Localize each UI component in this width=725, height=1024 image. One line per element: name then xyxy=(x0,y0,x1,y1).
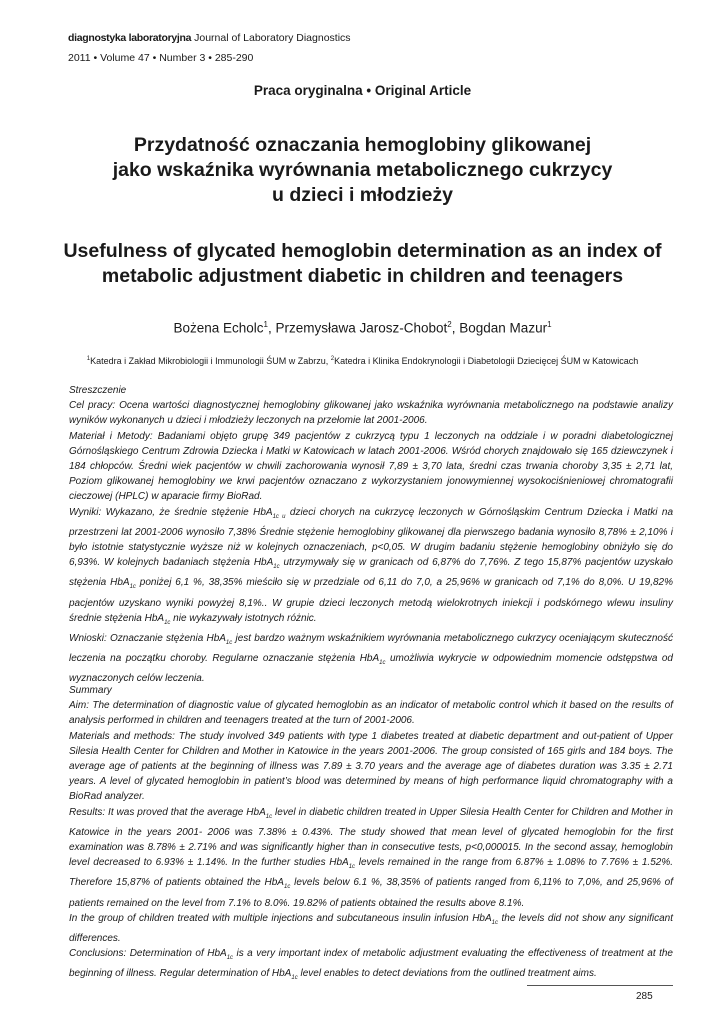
title-en-line: metabolic adjustment diabetic in children and teenagers xyxy=(101,265,624,287)
subscript: 1c xyxy=(225,640,233,647)
subscript: 1c xyxy=(491,919,498,926)
title-polish xyxy=(40,133,685,208)
summary-results xyxy=(69,805,673,911)
title-pl-line: jako wskaźnika wyrównania metabolicznego cukrzycy xyxy=(112,159,613,181)
text-run: levels remained in the range from 6.87% ± 1.08% to 7.76% ± 1.52%. Therefore 15,87% of patients obtained the HbA xyxy=(69,857,673,889)
author-affiliation-mark: 2 xyxy=(447,320,452,329)
journal-name-en: Journal of Laboratory Diagnostics xyxy=(194,32,351,44)
abstract-english xyxy=(69,683,673,987)
text-run: nie wykazywały istotnych różnic. xyxy=(170,612,317,624)
text-run: level enables to detect deviations from the outlined treatment aims. xyxy=(297,968,597,980)
author-separator: , xyxy=(451,320,460,336)
subscript: 1c u xyxy=(272,513,286,520)
abstract-conclusions xyxy=(69,631,673,687)
subscript: 1c xyxy=(265,813,273,820)
abstract-methods: Materiał i Metody: Badaniami objęto grupę 349 pacjentów z cukrzycą typu 1 leczonych na oddziale i w poradni diabetologicznej Górnośląskiego Centrum Zdrowia Dziecka i Matki w Katowicach w latach 2001-2006. Wśród chorych znajdowało się 165 dziewczynek i 184 chłopców. Średni wiek pacjentów w chwili zachorowania wynosił 7,89 ± 3,70 lata, średni czas trwania choroby 3,35 ± 2,71 lat, Poziom glikowanej hemoglobiny we krwi pacjentów oznaczano z wykorzystaniem jonowymiennej wysokociśnieniowej chromatografii cieczowej (HPLC) w aparacie firmy BioRad. xyxy=(69,430,673,503)
summary-results-groups xyxy=(69,911,673,946)
authors xyxy=(0,320,725,336)
affiliation-mark: 1 xyxy=(86,356,91,362)
author-name: Bożena Echolc xyxy=(173,320,264,336)
summary-conclusions xyxy=(69,946,673,986)
page-number: 285 xyxy=(636,991,653,1002)
text-run: the levels did not show any significant differences. xyxy=(69,912,673,945)
text-run: poniżej 6,1 %, 38,35% mieściło się w przedziale od 6,11 do 7,0, a 25,96% w granicach od 7,1% do 8,0%. U 19,82% pacjentów uzyskano wyniki powyżej 8,1%.. W grupie dzieci leczonych metodą wielokrotnych iniekcji i podskórnego wlewu insuliny średnie stężenia HbA xyxy=(69,577,673,624)
title-english xyxy=(40,239,685,289)
text-run: is a very important index of metabolic adjustment evaluating the effectiveness of treatment at the beginning of illness. Regular determination of HbA xyxy=(69,948,673,980)
journal-header xyxy=(68,32,351,65)
affiliations xyxy=(0,356,725,366)
affiliation-mark: 2 xyxy=(330,356,335,362)
article-type: Praca oryginalna • Original Article xyxy=(253,83,472,98)
subscript: 1c xyxy=(291,975,298,982)
subscript: 1c xyxy=(348,864,356,871)
text-run: dzieci chorych na cukrzycę leczonych w Górnośląskim Centrum Dziecka i Matki na przestrzeni lat 2001-2006 wynosiło 7,38% Średnie stężenie hemoglobiny glikowanej dla pierwszego badania wynosiło 8,78% ± 2,10% i było istotnie statystycznie wyższe niż w kolejnych oznaczeniach, p<0,05. W drugim badaniu stężenie hemoglobiny obniżyło się do 6,93%. W kolejnych badaniach stężenia HbA xyxy=(69,506,674,569)
text-run: level in diabetic children treated in Upper Silesia Health Center for Children and Mother in Katowice in the years 2001- 2006 was 7.38% ± 0.43%. The study showed that mean level of glycated hemoglobin for the first examination was 8.78% ± 2.71% and was significantly higher than in consecutive tests, p<0,000015. In the second assay, hemoglobin level decreased to 6.93% ± 1.14%. In the further studies HbA xyxy=(69,806,673,869)
text-run: utrzymywały się w granicach od 6,87% do 7,76%. Z tego 15,87% pacjentów uzyskało stężenia HbA xyxy=(69,557,673,589)
title-pl-line: u dzieci i młodzieży xyxy=(272,184,453,206)
subscript: 1c xyxy=(273,564,280,571)
author-affiliation-mark: 1 xyxy=(547,320,552,329)
summary-aim: Aim: The determination of diagnostic value of glycated hemoglobin as an indicator of metabolic control which it based on the results of analysis performed in children and teenagers treated at the turn of 2001-2006. xyxy=(69,700,673,727)
volume-info: 2011 • Volume 47 • Number 3 • 285-290 xyxy=(68,52,254,64)
author-name: Bogdan Mazur xyxy=(459,320,548,336)
text-run: jest bardzo ważnym wskaźnikiem wyrównania metabolicznego cukrzycy oceniającym skuteczność leczenia na początku choroby. Regularne oznaczanie stężenia HbA xyxy=(69,633,673,665)
subscript: 1c xyxy=(164,619,171,626)
abstract-heading: Streszczenie xyxy=(69,385,127,396)
summary-heading: Summary xyxy=(69,685,112,696)
affiliation-text: Katedra i Zakład Mikrobiologii i Immunologii ŚUM w Zabrzu, xyxy=(90,356,331,366)
text-run: In the group of children treated with multiple injections and subcutaneous insulin infusion HbA xyxy=(69,912,492,924)
text-run: Results: It was proved that the average HbA xyxy=(69,806,266,818)
author-affiliation-mark: 1 xyxy=(263,320,268,329)
subscript: 1c xyxy=(129,584,136,591)
text-run: Wnioski: Oznaczanie stężenia HbA xyxy=(69,633,226,645)
text-run: Conclusions: Determination of HbA xyxy=(69,948,227,960)
author-separator: , xyxy=(267,320,276,336)
subscript: 1c xyxy=(226,955,234,962)
title-pl-line: Przydatność oznaczania hemoglobiny glikowanej xyxy=(133,134,592,156)
summary-methods: Materials and methods: The study involved 349 patients with type 1 diabetes treated at diabetic department and out-patient of Upper Silesia Health Center for Children and Mother in Katowice in the years 2001-2006. The group consisted of 165 girls and 184 boys. The average age of patients at the beginning of illness was 7.89 ± 3.70 years and the average age of diabetes duration was 3.35 ± 2.71 years. A level of glycated hemoglobin in patient’s blood was determined by means of high performance liquid chromatography with a BioRad analyzer. xyxy=(69,730,673,803)
footer-rule xyxy=(527,985,673,986)
abstract-results xyxy=(69,505,673,631)
abstract-aim: Cel pracy: Ocena wartości diagnostycznej hemoglobiny glikowanej jako wskaźnika wyrównania metabolicznego na podstawie analizy wyników wykonanych u dzieci i młodzieży leczonych na przełomie lat 2001-2006. xyxy=(69,400,673,427)
text-run: levels below 6.1 %, 38,35% of patients ranged from 6,11% to 7,0%, and 25,96% of patients remained on the level from 7.1% to 8.0%. 19.82% of patients obtained the results above 8.1%. xyxy=(69,877,674,909)
text-run: umożliwia wykrycie w odpowiednim momencie odstępstwa od wyznaczonych celów leczenia. xyxy=(69,653,673,685)
subscript: 1c xyxy=(283,884,291,891)
title-en-line: Usefulness of glycated hemoglobin determination as an index of xyxy=(63,240,662,262)
subscript: 1c xyxy=(379,660,386,667)
abstract-polish xyxy=(69,383,673,687)
text-run: Wyniki: Wykazano, że średnie stężenie HbA xyxy=(69,506,273,518)
affiliation-text: Katedra i Klinika Endokrynologii i Diabetologii Dziecięcej ŚUM w Katowicach xyxy=(334,356,639,366)
author-name: Przemysława Jarosz-Chobot xyxy=(275,320,448,336)
journal-name: diagnostyka laboratoryjna xyxy=(68,32,192,44)
